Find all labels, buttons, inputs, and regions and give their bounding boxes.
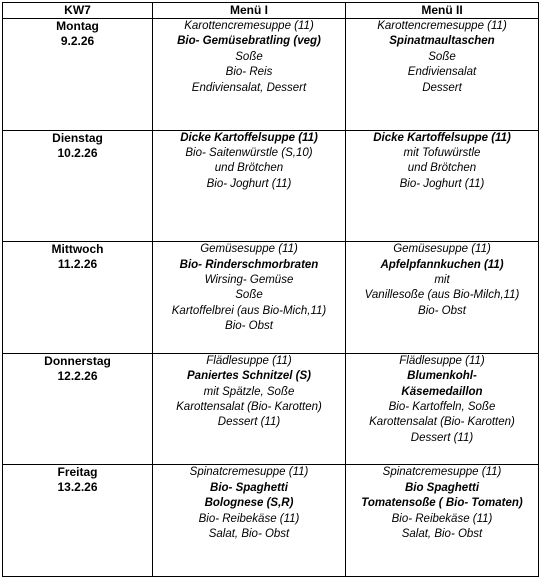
day-name: Donnerstag	[44, 353, 111, 368]
menu-line: Salat, Bio- Obst	[208, 528, 290, 540]
menu-line: Dessert (11)	[217, 416, 281, 429]
day-row-dienstag	[3, 130, 539, 242]
menu-line: Kartoffelbrei (aus Bio-Mich,11)	[171, 304, 327, 317]
day-date: 13.2.26	[57, 480, 98, 495]
menu1-cell	[153, 353, 346, 465]
main-dish-line: Käsemedaillon	[401, 385, 483, 398]
menu-line: Bio- Joghurt (11)	[399, 177, 485, 190]
menu-line: Gemüsesuppe (11)	[393, 243, 491, 256]
day-row-donnerstag	[3, 353, 539, 465]
menu1-cell	[153, 19, 346, 131]
menu-line: mit	[434, 274, 450, 286]
main-dish-line: Dicke Kartoffelsuppe (11)	[373, 131, 511, 144]
main-dish-line: Bio Spaghetti	[404, 481, 480, 494]
menu-line: Spinatcremesuppe (11)	[382, 466, 502, 479]
menu-line: Karottencremesuppe (11)	[184, 20, 314, 32]
menu2-cell	[346, 19, 539, 131]
menu-line: Bio- Obst	[225, 320, 273, 333]
day-row-mittwoch	[3, 242, 539, 354]
menu-line: und Brötchen	[407, 162, 477, 175]
menu-line: Endiviensalat, Dessert	[191, 81, 307, 94]
menu2-header: Menü II	[346, 3, 539, 19]
day-cell	[3, 19, 153, 131]
main-dish-line: Apfelpfannkuchen (11)	[380, 258, 504, 271]
menu-line: Salat, Bio- Obst	[401, 528, 483, 540]
menu-line: Bio- Reibekäse (11)	[391, 512, 493, 525]
menu-table	[2, 2, 539, 577]
day-row-freitag	[3, 465, 539, 577]
menu1-cell	[153, 242, 346, 354]
day-cell	[3, 130, 153, 242]
menu-line: mit Spätzle, Soße	[203, 385, 295, 398]
day-date: 12.2.26	[57, 368, 98, 383]
menu-line: Dessert (11)	[410, 431, 474, 444]
main-dish-line: Bolognese (S,R)	[204, 497, 294, 510]
menu-line: Soße	[235, 50, 263, 63]
menu-line: Flädlesuppe (11)	[399, 354, 485, 367]
menu-line: Wirsing- Gemüse	[204, 274, 294, 286]
main-dish-line: Paniertes Schnitzel (S)	[187, 370, 311, 383]
main-dish-line: Bio- Rinderschmorbraten	[179, 258, 319, 271]
menu-line: Soße	[235, 289, 263, 302]
menu-line: mit Tofuwürstle	[403, 147, 481, 159]
menu1-header: Menü I	[153, 3, 346, 19]
menu-line: Bio- Saitenwürstle (S,10)	[185, 147, 313, 159]
menu-line: Bio- Obst	[418, 304, 466, 317]
menu-line: Endiviensalat	[407, 66, 477, 79]
main-dish-line: Spinatmaultaschen	[389, 35, 495, 48]
main-dish-line: Bio- Spaghetti	[210, 481, 288, 494]
menu-line: Bio- Reis	[225, 66, 273, 79]
day-name: Mittwoch	[51, 242, 104, 257]
menu2-cell	[346, 242, 539, 354]
menu-line: Karottensalat (Bio- Karotten)	[176, 401, 322, 413]
menu-line: Karottensalat (Bio- Karotten)	[369, 416, 515, 429]
main-dish-line: Tomatensoße ( Bio- Tomaten)	[361, 497, 523, 510]
menu-line: Bio- Kartoffeln, Soße	[388, 401, 496, 413]
menu-line: Spinatcremesuppe (11)	[189, 466, 309, 479]
menu-line: Bio- Reibekäse (11)	[198, 512, 300, 525]
main-dish-line: Bio- Gemüsebratling (veg)	[177, 35, 321, 48]
day-name: Dienstag	[52, 130, 103, 145]
menu-line: Vanillesoße (aus Bio-Milch,11)	[364, 289, 520, 302]
day-date: 11.2.26	[57, 257, 98, 272]
header-row	[3, 3, 539, 19]
day-row-montag	[3, 19, 539, 131]
menu1-cell	[153, 465, 346, 577]
menu2-cell	[346, 465, 539, 577]
main-dish-line: Dicke Kartoffelsuppe (11)	[180, 131, 318, 144]
day-name: Montag	[56, 19, 99, 33]
day-cell	[3, 353, 153, 465]
main-dish-line: Blumenkohl-	[407, 370, 477, 383]
menu-line: Dessert	[422, 81, 462, 94]
menu-line: Bio- Joghurt (11)	[206, 177, 292, 190]
day-date: 10.2.26	[57, 145, 98, 160]
menu-line: Soße	[428, 50, 456, 63]
day-date: 9.2.26	[60, 34, 95, 48]
menu-line: Flädlesuppe (11)	[206, 354, 292, 367]
day-name: Freitag	[57, 465, 98, 480]
week-header: KW7	[3, 3, 153, 19]
day-cell	[3, 465, 153, 577]
menu2-cell	[346, 353, 539, 465]
menu-line: und Brötchen	[214, 162, 284, 175]
day-cell	[3, 242, 153, 354]
menu-line: Karottencremesuppe (11)	[377, 20, 507, 32]
menu1-cell	[153, 130, 346, 242]
menu-line: Gemüsesuppe (11)	[200, 243, 298, 256]
menu2-cell	[346, 130, 539, 242]
